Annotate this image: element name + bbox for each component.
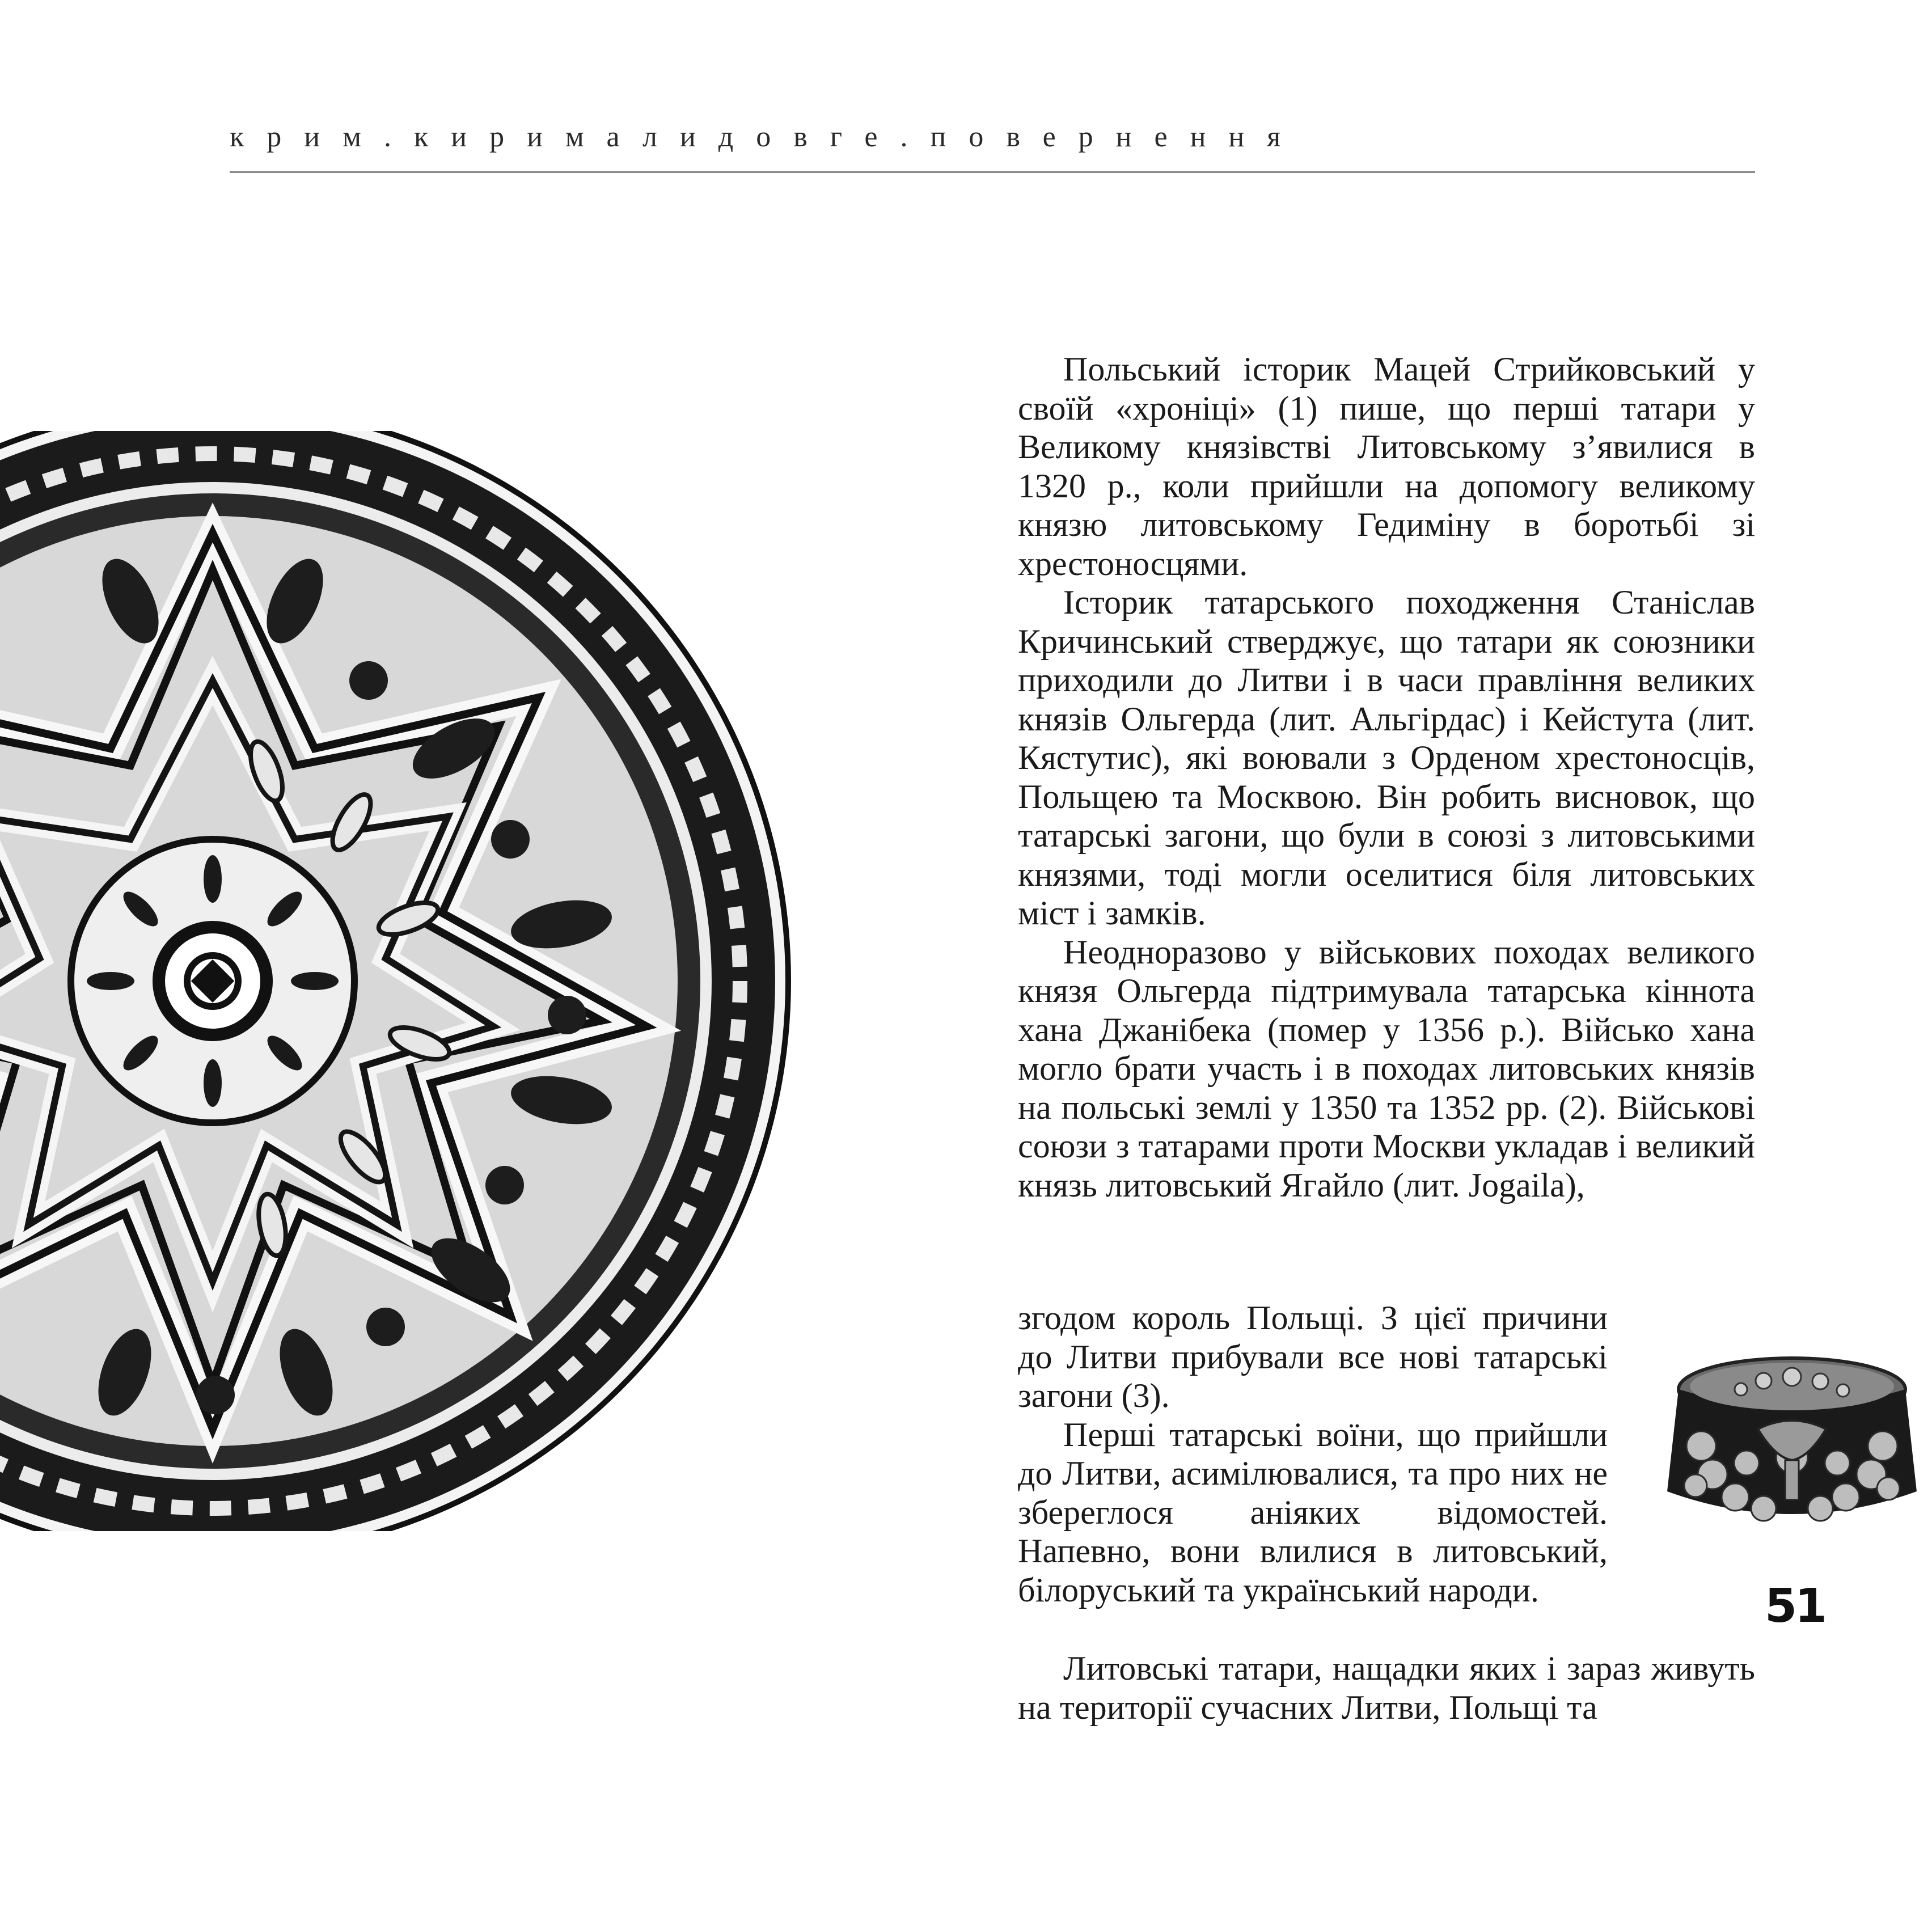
ornamental-plate-icon — [0, 431, 800, 1531]
text-column-tail — [1018, 1649, 1755, 1727]
paragraph-stryjkowski: Польський історик Мацей Стрийковський у своїй «хроніці» (1) пише, що перші татари у Великому князівстві Литовському з’явилися в 1320 р., коли прийшли на допомогу великому князю литовському Гедиміну в боротьбі зі хрестоносцями. — [1018, 350, 1755, 582]
header-rule — [230, 171, 1755, 173]
paragraph-assimilation: Перші татарські воїни, що прийшли до Литви, асимілювалися, та про них не збереглося аніяких відомостей. Напевно, вони влилися в литовський, білоруський та український народи. — [1018, 1415, 1608, 1609]
paragraph-continuation: згодом король Польщі. З цієї причини до Литви прибували все нові татарські загони (3). — [1018, 1299, 1608, 1414]
paragraph-olgerd: Неодноразово у військових походах великого князя Ольгерда підтримувала татарська кіннота хана Джанібека (помер у 1356 р.). Військо хана могло брати участь і в походах литовських князів на польські землі у 1350 та 1352 рр. (2). Військові союзи з татарами проти Москви укладав і великий князь литовський Ягайло (лит. Jogaila), — [1018, 933, 1755, 1204]
tatar-cap-with-coins-icon — [1650, 1327, 1932, 1554]
paragraph-lithuanian-tatars: Литовські татари, нащадки яких і зараз живуть на території сучасних Литви, Польщі та — [1018, 1650, 1755, 1726]
text-column-narrow — [1018, 1299, 1608, 1609]
page-number: 51 — [1765, 1579, 1825, 1633]
text-column-main — [1018, 350, 1755, 1204]
paragraph-kryczynski: Історик татарського походження Станіслав Кричинський стверджує, що татари як союзники приходили до Литви і в часи правління великих князів Ольгерда (лит. Альгірдас) і Кейстута (лит. Кястутис), які воювали з Орденом хрестоносців, Польщею та Москвою. Він робить висновок, що татарські загони, що були в союзі з литовськими князями, тоді могли оселитися біля литовських міст і замків. — [1018, 584, 1755, 932]
running-head: крим.кирималидовге.повернення — [230, 121, 1304, 153]
